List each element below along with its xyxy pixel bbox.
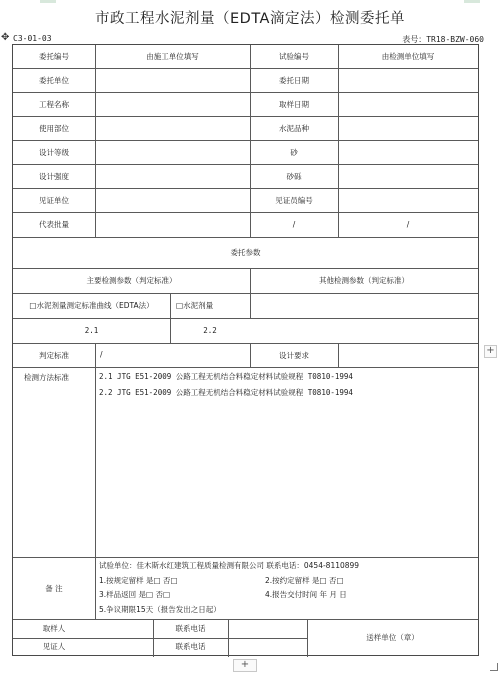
main-params-header: 主要检测参数（判定标准）	[86, 276, 177, 285]
params-section-title: 委托参数	[230, 248, 261, 257]
remarks-line-3a: 3.样品返回 是□ 否□	[99, 590, 171, 599]
remarks-line-2b: 2.按约定留样 是□ 否□	[265, 576, 344, 585]
sample-date-field[interactable]	[338, 92, 478, 116]
design-grade-field[interactable]	[95, 140, 250, 164]
design-grade-label: 设计等级	[39, 147, 69, 157]
remarks-label: 备 注	[45, 583, 63, 593]
design-strength-field[interactable]	[95, 164, 250, 188]
add-row-button[interactable]: +	[233, 659, 257, 672]
location-field[interactable]	[95, 116, 250, 140]
seal-label: 送样单位（章）	[366, 632, 419, 642]
client-unit-label: 委托单位	[39, 75, 69, 85]
project-name-field[interactable]	[95, 92, 250, 116]
sand-field[interactable]	[338, 140, 478, 164]
sample-date-label: 取样日期	[279, 99, 309, 109]
param-option-curve[interactable]: □水泥剂量测定标准曲线（EDTA法）	[29, 301, 154, 310]
witness-unit-label: 见证单位	[39, 195, 69, 205]
remarks-line-1: 试验单位：佳木斯水红建筑工程质量检测有限公司 联系电话：0454-8110899	[99, 561, 360, 570]
client-no-value[interactable]: 由施工单位填写	[146, 52, 199, 61]
judgement-label: 判定标准	[39, 350, 69, 360]
rep-batch-label: 代表批量	[39, 220, 69, 229]
form-code: C3-01-03	[13, 34, 52, 43]
sampler-field[interactable]	[95, 619, 153, 638]
client-no-label: 委托编号	[39, 52, 69, 61]
test-no-label: 试验编号	[279, 52, 309, 61]
gravel-label: 砂砾	[286, 171, 302, 181]
other-params-header: 其他检测参数（判定标准）	[319, 276, 409, 285]
phone-field-2[interactable]	[228, 638, 307, 655]
design-req-field[interactable]	[338, 343, 478, 367]
cement-type-field[interactable]	[338, 116, 478, 140]
method-line-2: 2.2 JTG E51-2009 公路工程无机结合料稳定材料试验规程 T0810-1994	[99, 388, 353, 397]
phone-label-2: 联系电话	[175, 642, 206, 651]
witness-cert-label: 见证员编号	[275, 195, 313, 205]
param-option-dosage[interactable]: □水泥剂量	[176, 301, 214, 310]
project-name-label: 工程名称	[39, 99, 69, 109]
judgement-value: /	[100, 350, 103, 359]
page-title: 市政工程水泥剂量（EDTA滴定法）检测委托单	[95, 11, 405, 27]
param-num-2: 2.2	[203, 326, 217, 335]
phone-label-1: 联系电话	[175, 624, 206, 633]
sampler-label: 取样人	[42, 624, 66, 633]
design-req-label: 设计要求	[279, 350, 309, 360]
witness-unit-field[interactable]	[95, 188, 250, 212]
rep-batch-slash: /	[292, 220, 296, 229]
method-line-1: 2.1 JTG E51-2009 公路工程无机结合料稳定材料试验规程 T0810-1994	[99, 372, 353, 381]
gravel-field[interactable]	[338, 164, 478, 188]
design-strength-label: 设计强度	[39, 171, 69, 181]
move-handle-icon[interactable]: ✥	[1, 32, 10, 43]
phone-field-1[interactable]	[228, 619, 307, 638]
resize-handle-icon[interactable]	[490, 663, 498, 671]
method-label: 检测方法标准	[24, 373, 69, 382]
add-column-button[interactable]: +	[484, 345, 497, 358]
witness-cert-field[interactable]	[338, 188, 478, 212]
sheet-deco-mark	[40, 0, 56, 3]
rep-batch-field[interactable]	[95, 212, 250, 237]
remarks-line-4: 5.争议期限15天（报告发出之日起）	[99, 605, 221, 614]
client-date-label: 委托日期	[279, 75, 309, 85]
sheet-deco-mark	[464, 0, 480, 3]
table-number: 表号：TR18-BZW-060	[402, 35, 484, 44]
witness-field[interactable]	[95, 638, 153, 655]
client-unit-field[interactable]	[95, 68, 250, 92]
location-label: 使用部位	[39, 123, 69, 133]
test-no-value[interactable]: 由检测单位填写	[381, 52, 435, 61]
other-params-field[interactable]	[250, 293, 478, 343]
param-num-1: 2.1	[84, 326, 99, 335]
cement-type-label: 水泥品种	[279, 123, 309, 133]
remarks-line-2a: 1.按规定留样 是□ 否□	[99, 576, 178, 585]
client-date-field[interactable]	[338, 68, 478, 92]
witness-label: 见证人	[42, 642, 66, 651]
sand-label: 砂	[290, 147, 298, 157]
remarks-line-3b: 4.报告交付时间 年 月 日	[265, 590, 347, 599]
rep-batch-slash-2: /	[406, 220, 410, 229]
form-table	[12, 44, 479, 656]
